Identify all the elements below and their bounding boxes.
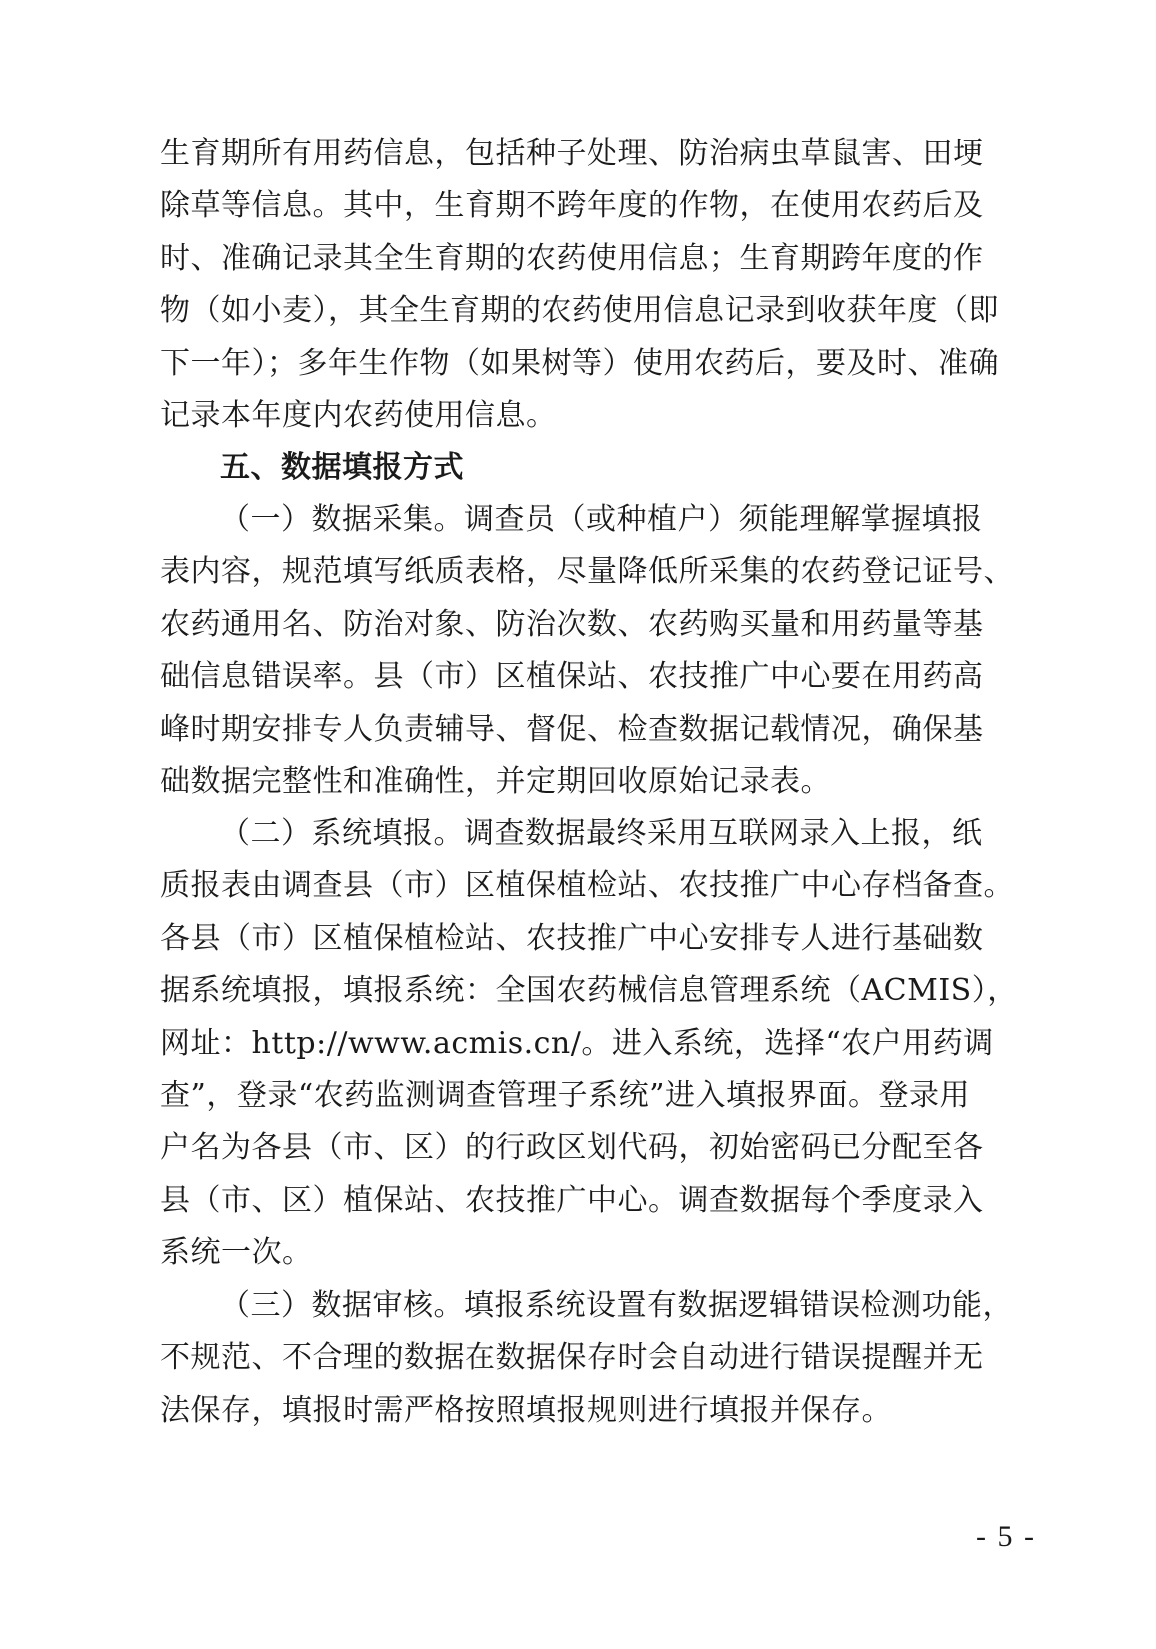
- text-line: 表内容，规范填写纸质表格，尽量降低所采集的农药登记证号、: [160, 554, 1014, 590]
- text-line: 物（如小麦），其全生育期的农药使用信息记录到收获年度（即: [160, 293, 999, 329]
- intro-paragraph: [160, 128, 1030, 442]
- text-line: 峰时期安排专人负责辅导、督促、检查数据记载情况，确保基: [160, 711, 984, 747]
- text-line: 础数据完整性和准确性，并定期回收原始记录表。: [160, 763, 831, 799]
- text-line: 时、准确记录其全生育期的农药使用信息；生育期跨年度的作: [160, 240, 984, 276]
- text-line: 户名为各县（市、区）的行政区划代码，初始密码已分配至各: [160, 1130, 984, 1166]
- text-line: 查”，登录“农药监测调查管理子系统”进入填报界面。登录用: [160, 1077, 971, 1113]
- text-line: （二）系统填报。调查数据最终采用互联网录入上报，纸: [220, 816, 983, 851]
- text-line: （三）数据审核。填报系统设置有数据逻辑错误检测功能，: [220, 1288, 1013, 1323]
- text-line: 网址：http://www.acmis.cn/。进入系统，选择“农户用药调: [160, 1025, 994, 1061]
- text-line: 生育期所有用药信息，包括种子处理、防治病虫草鼠害、田埂: [160, 136, 984, 171]
- paragraph-data-review: [160, 1280, 1030, 1437]
- section-heading-block: [160, 442, 1030, 494]
- text-line: （一）数据采集。调查员（或种植户）须能理解掌握填报: [220, 502, 983, 537]
- text-line: 下一年）；多年生作物（如果树等）使用农药后，要及时、准确: [160, 345, 999, 381]
- text-line: 县（市、区）植保站、农技推广中心。调查数据每个季度录入: [160, 1182, 984, 1218]
- section-heading: 五、数据填报方式: [220, 450, 464, 485]
- text-line: 据系统填报，填报系统：全国农药械信息管理系统（ACMIS），: [160, 973, 1018, 1009]
- paragraph-system-reporting: [160, 808, 1030, 1280]
- text-line: 各县（市）区植保植检站、农技推广中心安排专人进行基础数: [160, 920, 984, 956]
- text-line: 不规范、不合理的数据在数据保存时会自动进行错误提醒并无: [160, 1340, 984, 1376]
- page-number: - 5 -: [976, 1520, 1036, 1553]
- text-line: 础信息错误率。县（市）区植保站、农技推广中心要在用药高: [160, 659, 984, 695]
- text-line: 除草等信息。其中，生育期不跨年度的作物，在使用农药后及: [160, 188, 984, 224]
- text-line: 质报表由调查县（市）区植保植检站、农技推广中心存档备查。: [160, 868, 1014, 904]
- paragraph-data-collection: [160, 494, 1030, 808]
- text-line: 系统一次。: [160, 1235, 313, 1271]
- text-line: 记录本年度内农药使用信息。: [160, 397, 557, 433]
- text-line: 法保存，填报时需严格按照填报规则进行填报并保存。: [160, 1392, 892, 1428]
- text-line: 农药通用名、防治对象、防治次数、农药购买量和用药量等基: [160, 606, 984, 642]
